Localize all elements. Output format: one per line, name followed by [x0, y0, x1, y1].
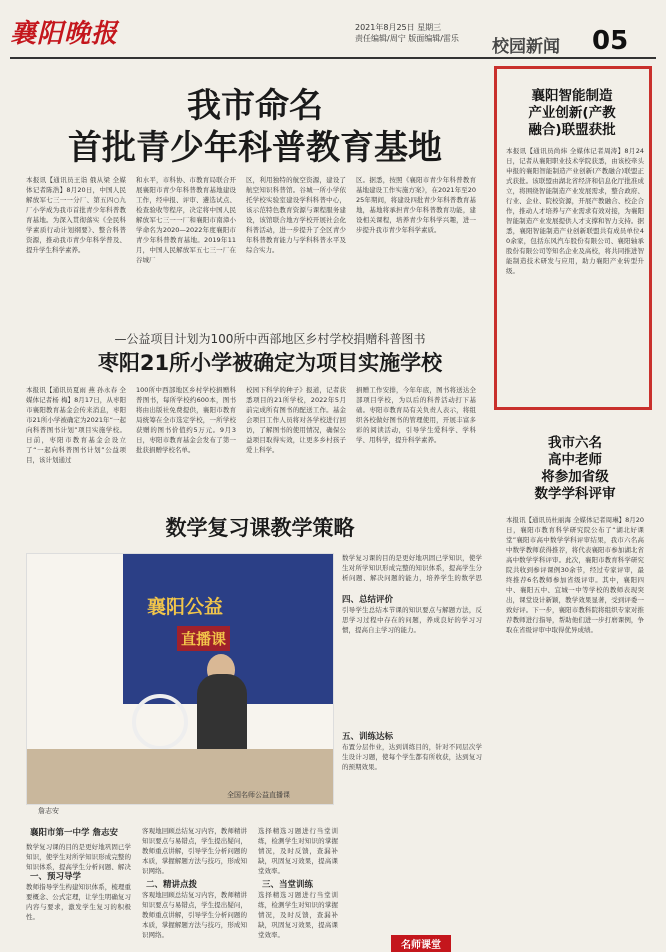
section-title: 校园新闻 — [492, 37, 560, 57]
photo-person-body — [197, 674, 247, 754]
article2-col-4: 捐赠工作安排，今年年底，图书将送达全部项目学校，为以后的科普活动打下基础。枣阳市教育局有关负责人表示，将组织各校做好图书的管理使用，开展丰富多彩的阅读活动，引导学生爱科学、学科学、用科学，提升科学素养。 — [356, 386, 476, 444]
article3-col-a: 教师指导学生构建知识体系，梳理重要概念、公式定理，让学生明确复习内容与要求，激发学生复习的积极性。 — [26, 883, 131, 921]
photo-banner-subtitle: 直播课 — [177, 626, 230, 651]
article3-intro: 数学复习课的目的是更好地巩固已学知识，使学生对所学知识形成完整的知识体系，提高学生分析问题、解决 — [26, 843, 131, 871]
sidebar1-headline: 襄阳智能制造 产业创新(产教 融合)联盟获批 — [528, 88, 616, 138]
article3-col-c2: 选择精选习题进行当堂训练，检测学生对知识的掌握情况，及时反馈，查漏补缺，巩固复习效果，提高课堂效率。 — [258, 891, 338, 939]
photo-credit: 詹志安 — [38, 807, 59, 815]
column-byline: 襄阳市第一中学 詹志安 — [30, 828, 118, 838]
section-head-2: 二、精讲点拨 — [146, 880, 198, 890]
article3-headline: 数学复习课教学策略 — [165, 516, 355, 540]
editor-credits: 责任编辑/周宁 版面编辑/雷乐 — [355, 34, 459, 43]
photo-banner-title: 襄阳公益 — [147, 596, 224, 618]
header-rule — [10, 57, 656, 59]
photo-ring-light — [132, 694, 188, 750]
section-head-3: 三、当堂训练 — [262, 880, 314, 890]
article3-photo — [26, 553, 334, 805]
sidebar2-body: 本报讯【通讯员杜丽海 全媒体记者周琳】8月20日，襄阳市教育科学研究院公布了“湖北好课堂”襄阳市高中数学学科评审结果，我市六名高中数学教师获得推荐，将代表襄阳市参加湖北省高中数学学科评审。此次，襄阳市教育科学研究院共收到参评课例30余节，经过专家评审，最终推荐6名教师参加省级评审。其中，襄阳四中、襄阳五中、宜城一中等学校的教师表现突出，课堂设计新颖，教学效果显著，受到评委一致好评。下一步，襄阳市教科院将组织专家对推荐教师进行指导，帮助他们进一步打磨课例，争取在省级评审中取得优异成绩。 — [506, 516, 644, 634]
article3-col-b: 客观地回顾总结复习内容，教师精讲知识要点与易错点，学生提出疑问，教师重点讲解，引导学生分析问题的本质，掌握解题方法与技巧，形成知识网络。 — [142, 827, 247, 875]
article3-col-c: 选择精选习题进行当堂训练，检测学生对知识的掌握情况，及时反馈，查漏补缺，巩固复习效果，提高课堂效率。 — [258, 827, 338, 875]
article2-col-2: 100所中西部地区乡村学校捐赠科普图书，每所学校约600本，图书将由出版社免费提供，襄阳市教育局统筹在全市选定学校，一所学校获赠的图书价值约5万元。9月3日，枣阳市教育基金会发布了第一批获捐赠学校名单。 — [136, 386, 236, 454]
article1-col-3: 区，利用独特的航空资源，建设了航空知识科普馆。谷城一所小学依托学校实验室建设学科科普中心，该示范特色教育资源与课程服务建设，该馆联合地方学校开展社会化科普活动，进一步提升了全区青少年科普教育能力与学科科普水平及综合实力。 — [246, 176, 346, 254]
article1-col-2: 和水平，市科协、市教育局联合开展襄阳市青少年科普教育基地建设工作，经申报、评审、遴选试点、检查验收等程序，决定将中国人民解放军七三一一厂和襄阳市南漳小学命名为2020—2022年度襄阳市青少年科普教育基地。2019年11月，中国人民解放军五七三一厂在谷城厂 — [136, 176, 236, 264]
article2-col-3: 校园下科学的种子》报道，记者获悉项目的21所学校，2022年5月前完成所有图书的配送工作。基金会项目工作人员将对各学校进行回访，了解图书的使用情况，确保公益项目取得实效，让更多乡村孩子爱上科学。 — [246, 386, 346, 454]
header-meta — [355, 22, 459, 44]
column-tag: 名师课堂 — [391, 935, 451, 952]
issue-date: 2021年8月25日 星期三 — [355, 23, 442, 32]
article1-col-4: 区。据悉，按照《襄阳市青少年科普教育基地建设工作实施方案》，在2021年至2025年期间，将建设四批青少年科普教育基地，基地将承担青少年科普教育功能，建设相关课程，培养青少年科学兴趣，进一步提升我市青少年科学素质。 — [356, 176, 476, 234]
article1-col-1: 本报讯【通讯员王诣 俄从梁 全媒体记者陈浩】8月20日，中国人民解放军七三一一分厂、第五四○九厂小学成为我市首批青少年科普教育基地。为深入贯彻落实《全民科学素质行动计划纲要》、整合科普资源，推动我市青少年科学普及、提升学生科学素养。 — [26, 176, 126, 254]
article2-headline: 枣阳21所小学被确定为项目实施学校 — [97, 351, 443, 375]
article3-col-d: 引导学生总结本节课的知识要点与解题方法，反思学习过程中存在的问题，养成良好的学习习惯，提高自主学习的能力。 — [342, 606, 482, 634]
section-head-4: 四、总结评价 — [342, 595, 394, 605]
sidebar1-body: 本报讯【通讯员尚炜 全媒体记者周涛】8月24日，记者从襄阳职业技术学院获悉，由该校牵头申报的襄阳智能制造产业创新(产教融合)联盟正式获批。该联盟由湖北省经济和信息化厅批准成立，将围绕智能制造产业发展需求，整合政府、行业、企业、院校资源，开展产教融合、校企合作，推动人才培养与产业需求有效对接，为襄阳智能制造产业发展提供人才支撑和智力支持。据悉，襄阳智能制造产业创新联盟共有成员单位40余家，包括东风汽车股份有限公司、襄阳轴承股份有限公司等知名企业及高校，将共同推进智能制造技术研发与应用，助力襄阳产业转型升级。 — [506, 147, 644, 275]
sidebar2-headline: 我市六名 高中老师 将参加省级 数学学科评审 — [534, 435, 616, 502]
newspaper-logo: 襄阳晚报 — [10, 19, 119, 49]
photo-caption: 全国名师公益直播课 — [227, 791, 290, 799]
article1-headline: 我市命名 首批青少年科普教育基地 — [68, 86, 442, 168]
page-number: 05 — [592, 26, 629, 56]
article3-intro-right: 数学复习课的目的是更好地巩固已学知识，使学生对所学知识形成完整的知识体系，提高学生分析问题、解决问题的能力，培养学生的数学思 — [342, 554, 482, 582]
article3-col-b2: 客观地回顾总结复习内容，教师精讲知识要点与易错点，学生提出疑问，教师重点讲解，引导学生分析问题的本质，掌握解题方法与技巧，形成知识网络。 — [142, 891, 247, 939]
section-head-5: 五、训练达标 — [342, 732, 394, 742]
section-head-1: 一、预习导学 — [30, 872, 82, 882]
article2-kicker: —公益项目计划为100所中西部地区乡村学校捐赠科普图书 — [114, 332, 426, 346]
article2-col-1: 本报讯【通讯员夏雨 燕 孙永春 全媒体记者杨 梅】8月17日，从枣阳市襄阳教育基金会传来消息，枣阳市21所小学被确定为2021年“一起向科普图书计划”项目实施学校。日前，枣阳市教育基金会设立了“一起向科普图书计划”公益项目，该计划通过 — [26, 386, 126, 464]
article3-col-e: 布置分层作业，达到训练目的，针对不同层次学生设计习题，使每个学生都有所收获，达到复习的预期效果。 — [342, 743, 482, 771]
